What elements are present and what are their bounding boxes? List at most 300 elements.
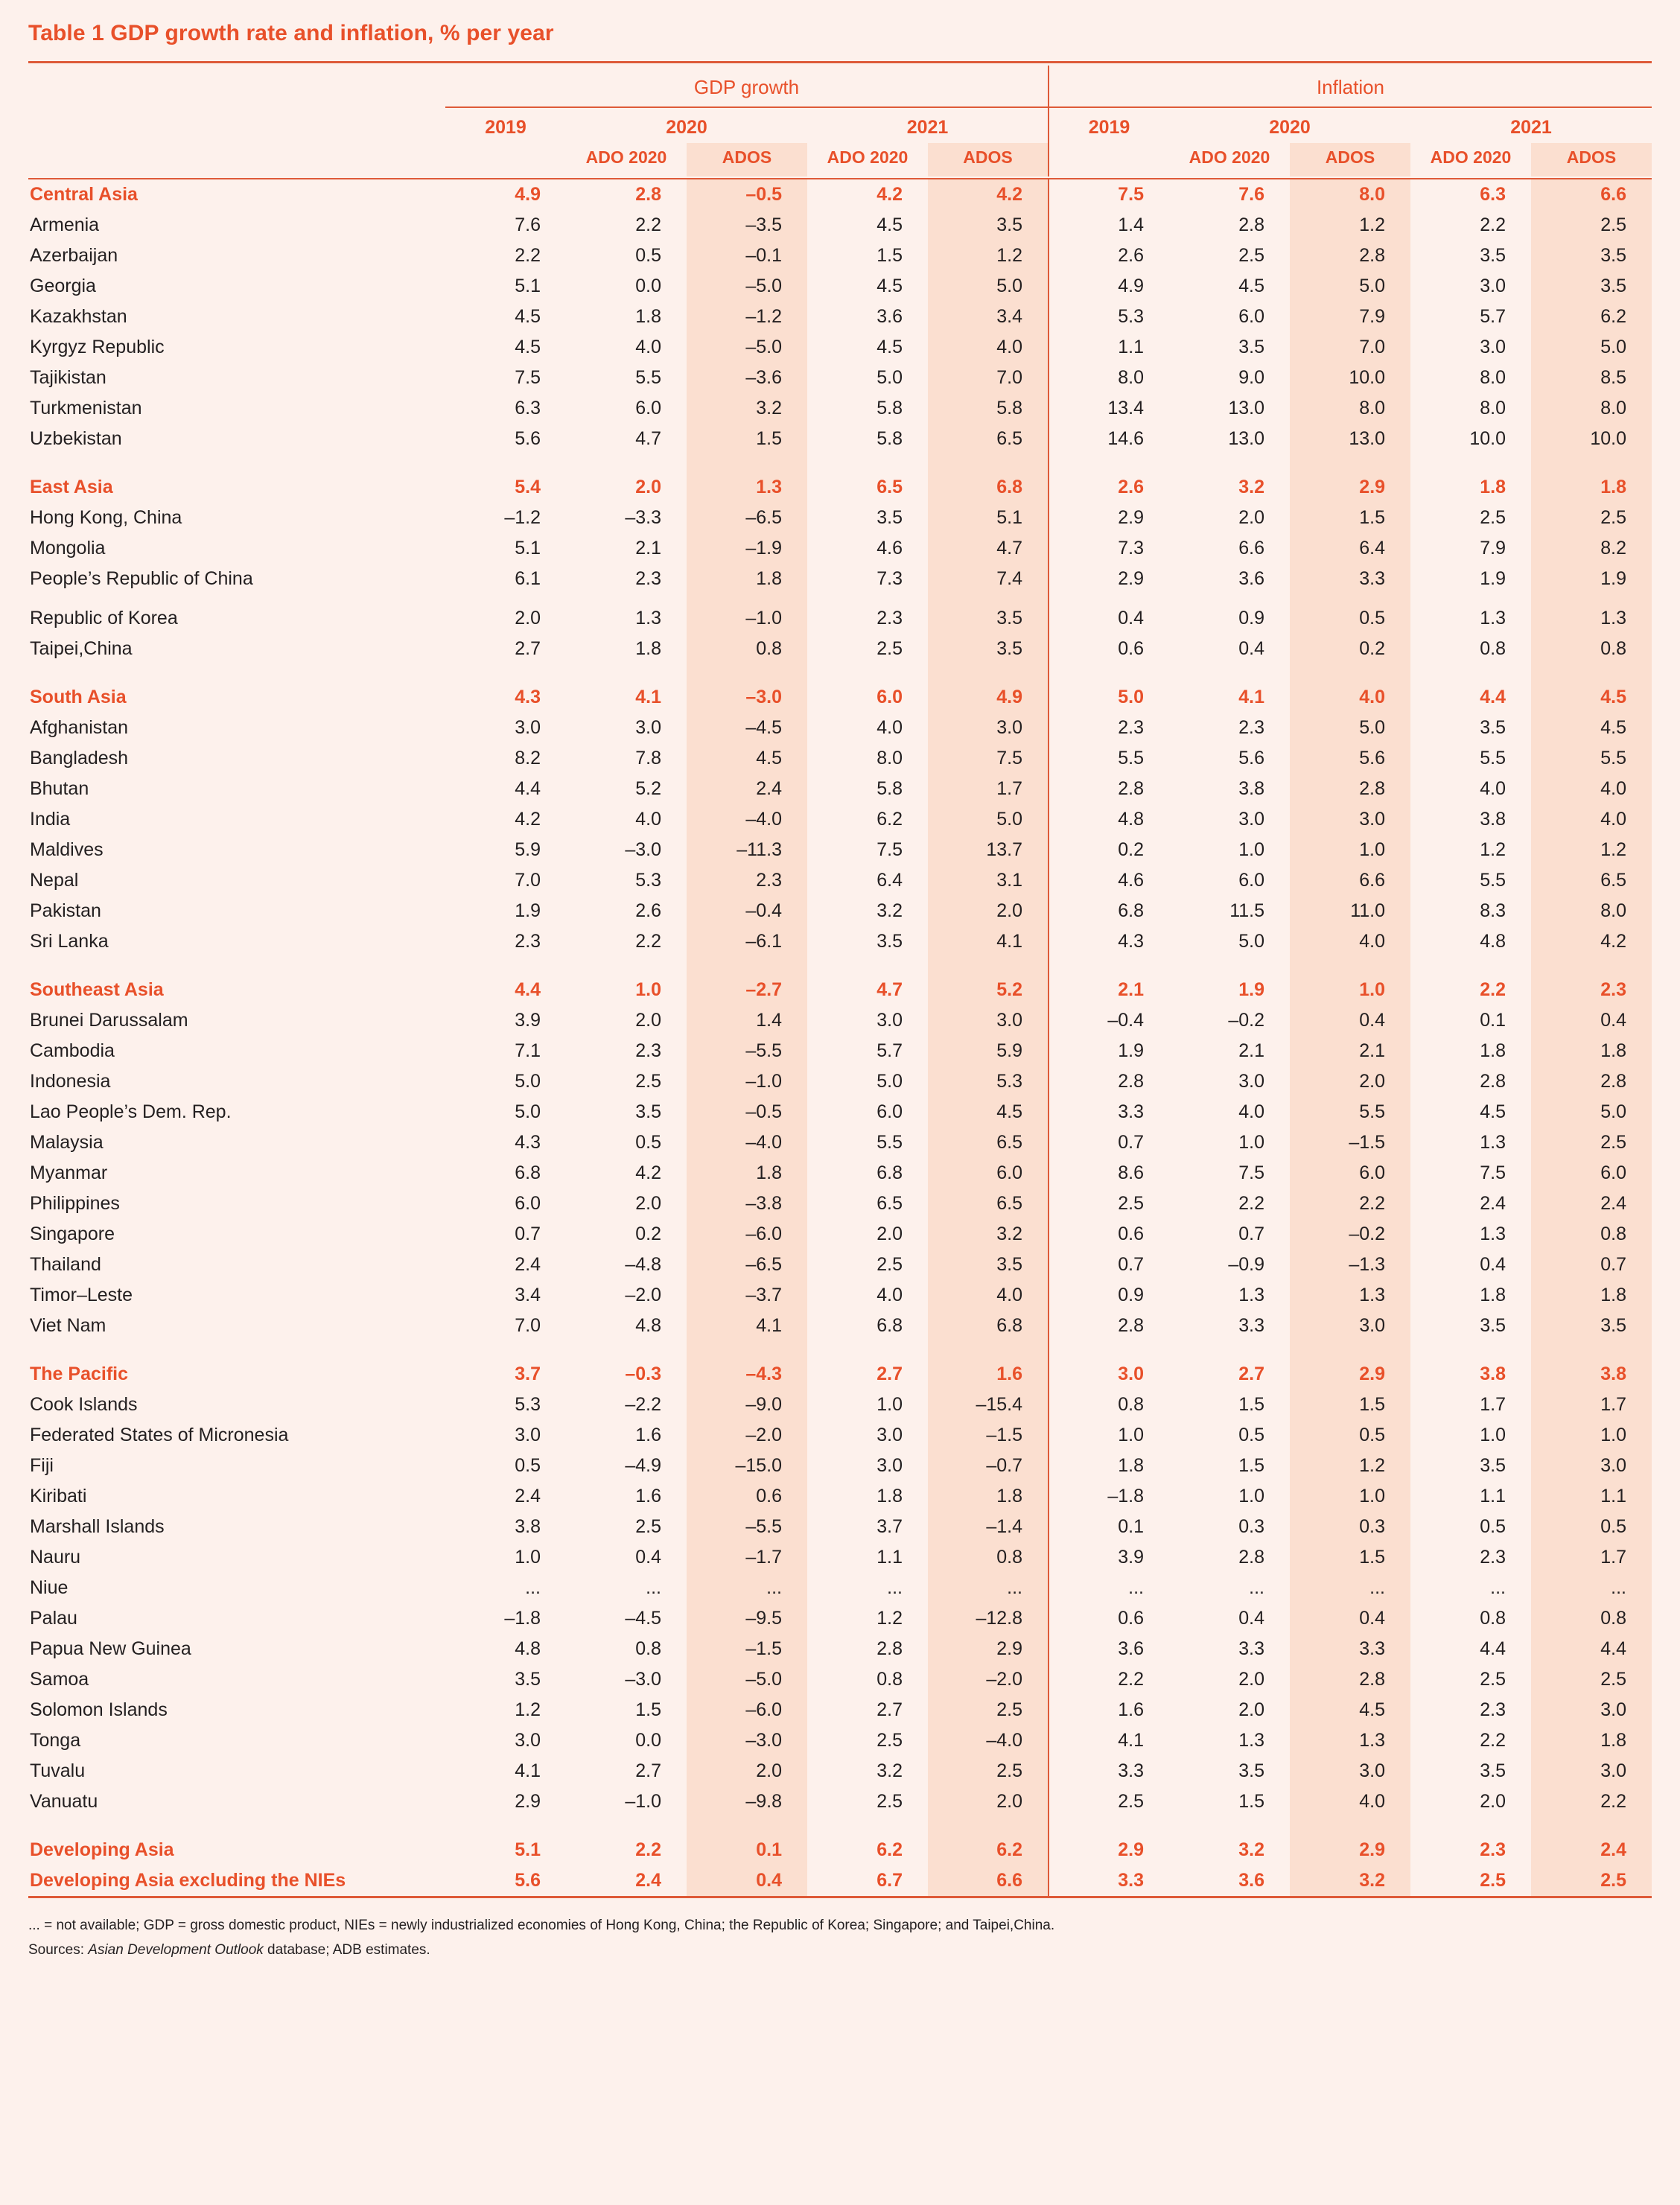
- data-cell: 1.8: [1480, 1040, 1506, 1061]
- data-cell: 3.5: [1480, 1760, 1506, 1781]
- table-row: [28, 865, 1652, 896]
- year-header-gdp-2020: 2020: [666, 116, 707, 138]
- data-cell: 4.3: [515, 686, 541, 707]
- economy-name: People’s Republic of China: [30, 567, 253, 589]
- data-cell: ...: [525, 1576, 541, 1598]
- data-cell: 2.4: [515, 1485, 541, 1506]
- data-cell: 13.4: [1049, 393, 1169, 424]
- data-cell: 3.1: [928, 865, 1049, 896]
- data-cell: 1.9: [1531, 564, 1652, 594]
- data-cell: 7.0: [515, 869, 541, 891]
- data-cell: 3.7: [515, 1363, 541, 1384]
- data-cell: 1.0: [876, 1393, 903, 1415]
- data-cell: 0.5: [635, 1131, 661, 1153]
- data-cell: 4.0: [928, 1280, 1049, 1311]
- data-cell: 4.5: [876, 336, 903, 357]
- data-cell: 3.4: [928, 302, 1049, 332]
- table-row: [28, 1219, 1652, 1250]
- data-cell: –1.3: [1290, 1250, 1410, 1280]
- table-row: [28, 210, 1652, 241]
- data-cell: 1.8: [1531, 1036, 1652, 1066]
- data-cell: 4.4: [1480, 1638, 1506, 1659]
- table-row: [28, 1725, 1652, 1756]
- economy-name: Tuvalu: [30, 1760, 86, 1781]
- data-cell: 5.3: [515, 1393, 541, 1415]
- economy-name: Tonga: [30, 1729, 81, 1751]
- data-cell: 5.6: [1290, 743, 1410, 774]
- data-cell: –3.6: [687, 363, 807, 393]
- data-cell: 2.2: [635, 214, 661, 235]
- data-cell: 0.1: [1480, 1009, 1506, 1031]
- data-cell: 1.5: [1238, 1393, 1264, 1415]
- data-cell: 5.0: [515, 1101, 541, 1122]
- data-cell: 4.9: [1049, 271, 1169, 302]
- data-cell: –0.5: [687, 179, 807, 210]
- table-row: [28, 1664, 1652, 1695]
- data-cell: 1.6: [928, 1359, 1049, 1390]
- data-cell: 1.0: [1290, 835, 1410, 865]
- data-cell: 1.0: [1290, 975, 1410, 1005]
- subhead-inf-2020-ado: ADO 2020: [1189, 147, 1270, 167]
- data-cell: 2.8: [635, 183, 661, 205]
- data-cell: 3.5: [928, 603, 1049, 634]
- data-cell: 5.4: [515, 476, 541, 497]
- economy-name: Samoa: [30, 1668, 89, 1690]
- data-cell: 5.2: [635, 777, 661, 799]
- data-cell: 1.3: [1290, 1725, 1410, 1756]
- data-cell: –15.0: [687, 1451, 807, 1481]
- data-cell: 2.0: [1480, 1790, 1506, 1812]
- data-cell: 4.3: [1049, 926, 1169, 957]
- data-cell: –11.3: [687, 835, 807, 865]
- table-row: [28, 835, 1652, 865]
- data-cell: –5.5: [687, 1512, 807, 1542]
- data-cell: 1.4: [687, 1005, 807, 1036]
- data-cell: 2.0: [635, 1009, 661, 1031]
- data-cell: 2.3: [1531, 975, 1652, 1005]
- data-cell: 3.5: [1531, 271, 1652, 302]
- data-cell: –1.7: [687, 1542, 807, 1573]
- data-cell: 3.0: [1480, 275, 1506, 296]
- data-cell: 1.2: [1290, 1451, 1410, 1481]
- table-row: [28, 743, 1652, 774]
- data-cell: 1.0: [1290, 1481, 1410, 1512]
- data-cell: 0.4: [1049, 603, 1169, 634]
- table-row: [28, 1634, 1652, 1664]
- data-cell: 7.8: [635, 747, 661, 769]
- data-cell: 2.7: [635, 1760, 661, 1781]
- table-row: [28, 774, 1652, 804]
- table-row: [28, 603, 1652, 634]
- data-cell: 1.8: [1531, 1725, 1652, 1756]
- table-row: [28, 1420, 1652, 1451]
- data-cell: 1.8: [1531, 1280, 1652, 1311]
- data-cell: 4.0: [1290, 682, 1410, 713]
- data-cell: 6.0: [1238, 869, 1264, 891]
- data-cell: 8.5: [1531, 363, 1652, 393]
- data-cell: 0.8: [876, 1668, 903, 1690]
- data-cell: 3.6: [1238, 1869, 1264, 1891]
- data-cell: 3.5: [928, 1250, 1049, 1280]
- data-cell: 0.4: [1290, 1603, 1410, 1634]
- data-cell: 0.9: [1238, 607, 1264, 629]
- data-cell: 6.6: [1238, 537, 1264, 559]
- data-cell: 5.6: [515, 427, 541, 449]
- data-cell: 1.2: [515, 1699, 541, 1720]
- data-cell: –1.8: [504, 1607, 541, 1629]
- data-cell: 4.2: [928, 179, 1049, 210]
- data-cell: 5.0: [876, 1070, 903, 1092]
- data-cell: 2.9: [1290, 472, 1410, 503]
- data-cell: 1.5: [1290, 503, 1410, 533]
- group-header-gdp: GDP growth: [445, 66, 1049, 107]
- data-cell: 4.8: [635, 1314, 661, 1336]
- subhead-inf-2021-ados: ADOS: [1531, 143, 1652, 176]
- data-cell: 2.2: [515, 244, 541, 266]
- data-cell: 5.0: [928, 271, 1049, 302]
- data-cell: 4.4: [1531, 1634, 1652, 1664]
- data-cell: –0.3: [625, 1363, 661, 1384]
- data-cell: 1.3: [1290, 1280, 1410, 1311]
- data-cell: 7.3: [1049, 533, 1169, 564]
- economy-name: Papua New Guinea: [30, 1638, 191, 1659]
- economy-name: The Pacific: [30, 1363, 128, 1384]
- data-cell: 4.2: [1531, 926, 1652, 957]
- data-cell: 7.5: [1049, 179, 1169, 210]
- data-cell: 2.9: [928, 1634, 1049, 1664]
- economy-name: Southeast Asia: [30, 979, 164, 1000]
- economy-name: Myanmar: [30, 1162, 108, 1183]
- data-cell: 2.7: [876, 1699, 903, 1720]
- data-cell: –6.0: [687, 1219, 807, 1250]
- data-cell: 1.5: [876, 244, 903, 266]
- data-cell: 4.2: [635, 1162, 661, 1183]
- data-cell: 3.9: [515, 1009, 541, 1031]
- data-cell: 4.8: [515, 1638, 541, 1659]
- data-cell: 2.1: [635, 537, 661, 559]
- data-cell: 3.5: [1480, 1314, 1506, 1336]
- data-cell: 3.2: [687, 393, 807, 424]
- data-cell: 2.0: [928, 1786, 1049, 1817]
- data-cell: 3.2: [1290, 1865, 1410, 1897]
- data-cell: 2.0: [1290, 1066, 1410, 1097]
- economy-name: Uzbekistan: [30, 427, 122, 449]
- data-cell: 6.2: [1531, 302, 1652, 332]
- data-cell: ...: [1249, 1576, 1264, 1598]
- data-cell: 0.2: [635, 1223, 661, 1244]
- data-cell: 5.5: [1290, 1097, 1410, 1127]
- data-cell: 3.8: [1480, 1363, 1506, 1384]
- data-cell: 1.7: [928, 774, 1049, 804]
- data-cell: 0.1: [1049, 1512, 1169, 1542]
- data-cell: 0.7: [515, 1223, 541, 1244]
- data-cell: 0.6: [687, 1481, 807, 1512]
- data-cell: 3.0: [1531, 1695, 1652, 1725]
- data-cell: 2.5: [876, 637, 903, 659]
- data-cell: –1.2: [687, 302, 807, 332]
- data-cell: 1.9: [515, 900, 541, 921]
- region-row: [28, 472, 1652, 503]
- data-cell: 2.4: [1480, 1192, 1506, 1214]
- data-cell: 6.2: [876, 808, 903, 830]
- table-row: [28, 896, 1652, 926]
- data-cell: 4.0: [1290, 926, 1410, 957]
- data-cell: 4.2: [876, 183, 903, 205]
- data-cell: 3.0: [1531, 1756, 1652, 1786]
- data-cell: 3.0: [1049, 1359, 1169, 1390]
- data-cell: 8.0: [1290, 393, 1410, 424]
- economy-name: Brunei Darussalam: [30, 1009, 188, 1031]
- data-cell: 5.8: [876, 777, 903, 799]
- data-cell: 6.2: [876, 1839, 903, 1860]
- data-cell: –0.5: [687, 1097, 807, 1127]
- economy-name: Marshall Islands: [30, 1515, 165, 1537]
- data-cell: 7.6: [1238, 183, 1264, 205]
- economy-name: Nepal: [30, 869, 79, 891]
- data-cell: 5.5: [876, 1131, 903, 1153]
- group-header-row: [28, 66, 1652, 107]
- data-cell: 2.8: [1049, 1066, 1169, 1097]
- footnote-sources: [28, 1938, 1652, 1962]
- data-cell: 3.8: [1531, 1359, 1652, 1390]
- table-row: [28, 1695, 1652, 1725]
- page-title: [0, 0, 1680, 61]
- data-cell: 1.5: [687, 424, 807, 454]
- data-cell: 1.2: [928, 241, 1049, 271]
- data-cell: 4.0: [928, 332, 1049, 363]
- table-row: [28, 533, 1652, 564]
- data-cell: 3.0: [1290, 1756, 1410, 1786]
- row-spacer: [28, 957, 1652, 975]
- table-row: [28, 1603, 1652, 1634]
- data-cell: –12.8: [928, 1603, 1049, 1634]
- data-cell: 1.7: [1480, 1393, 1506, 1415]
- table-row: [28, 424, 1652, 454]
- data-cell: 2.5: [1480, 506, 1506, 528]
- economy-name: Hong Kong, China: [30, 506, 182, 528]
- data-cell: 4.0: [1238, 1101, 1264, 1122]
- data-cell: 3.0: [1238, 808, 1264, 830]
- data-cell: –0.4: [687, 896, 807, 926]
- table-row: [28, 1786, 1652, 1817]
- data-cell: 2.0: [635, 476, 661, 497]
- data-cell: 2.8: [1238, 214, 1264, 235]
- data-cell: ...: [1531, 1573, 1652, 1603]
- economy-name: Philippines: [30, 1192, 120, 1214]
- data-cell: 2.8: [1480, 1070, 1506, 1092]
- data-cell: 1.8: [635, 305, 661, 327]
- data-cell: –6.1: [687, 926, 807, 957]
- data-cell: 2.0: [1238, 506, 1264, 528]
- data-cell: 3.2: [928, 1219, 1049, 1250]
- data-cell: 4.5: [1531, 682, 1652, 713]
- table-row: [28, 393, 1652, 424]
- data-cell: 2.8: [1290, 774, 1410, 804]
- data-cell: 2.2: [635, 1839, 661, 1860]
- data-cell: 2.7: [876, 1363, 903, 1384]
- data-cell: 7.5: [1238, 1162, 1264, 1183]
- data-cell: –1.5: [1290, 1127, 1410, 1158]
- data-cell: 7.6: [515, 214, 541, 235]
- economy-name: Taipei,China: [30, 637, 133, 659]
- year-header-inf-2020: 2020: [1269, 116, 1311, 138]
- data-cell: 7.0: [515, 1314, 541, 1336]
- data-cell: 3.0: [1531, 1451, 1652, 1481]
- data-cell: 4.0: [1480, 777, 1506, 799]
- data-cell: 2.4: [1531, 1835, 1652, 1865]
- table-row: [28, 1390, 1652, 1420]
- region-row: [28, 975, 1652, 1005]
- data-cell: 6.0: [1290, 1158, 1410, 1189]
- data-cell: 0.5: [1290, 1420, 1410, 1451]
- data-cell: 1.0: [635, 979, 661, 1000]
- economy-name: Developing Asia excluding the NIEs: [30, 1869, 346, 1891]
- data-cell: 1.0: [1238, 1131, 1264, 1153]
- economy-name: Maldives: [30, 839, 104, 860]
- data-cell: 2.9: [1049, 1835, 1169, 1865]
- data-cell: 2.5: [1480, 1668, 1506, 1690]
- data-cell: 3.3: [1049, 1865, 1169, 1897]
- economy-name: Pakistan: [30, 900, 101, 921]
- data-cell: 6.8: [1049, 896, 1169, 926]
- data-cell: –0.1: [687, 241, 807, 271]
- data-cell: 1.8: [687, 1158, 807, 1189]
- table-row: [28, 1512, 1652, 1542]
- sources-label: Sources:: [28, 1942, 84, 1959]
- data-cell: 3.5: [1480, 716, 1506, 738]
- aggregate-row: [28, 1835, 1652, 1865]
- table-header: [28, 63, 1652, 179]
- data-cell: 2.9: [515, 1790, 541, 1812]
- data-cell: 4.7: [876, 979, 903, 1000]
- data-cell: 6.8: [876, 1162, 903, 1183]
- data-cell: 5.6: [1238, 747, 1264, 769]
- data-cell: 2.9: [1049, 564, 1169, 594]
- data-cell: 4.1: [1049, 1725, 1169, 1756]
- data-cell: 0.3: [1290, 1512, 1410, 1542]
- data-cell: 3.0: [876, 1009, 903, 1031]
- economy-name: Developing Asia: [30, 1839, 174, 1860]
- data-cell: 4.1: [515, 1760, 541, 1781]
- data-cell: –1.4: [928, 1512, 1049, 1542]
- data-cell: 6.6: [928, 1865, 1049, 1897]
- data-cell: 3.0: [635, 716, 661, 738]
- data-cell: 6.0: [515, 1192, 541, 1214]
- data-cell: 3.5: [876, 930, 903, 952]
- economy-name: Kiribati: [30, 1485, 87, 1506]
- data-cell: –4.0: [928, 1725, 1049, 1756]
- data-cell: 5.5: [635, 366, 661, 388]
- data-cell: –4.5: [625, 1607, 661, 1629]
- data-cell: –15.4: [928, 1390, 1049, 1420]
- data-cell: 3.0: [876, 1424, 903, 1445]
- data-cell: 2.5: [1531, 1865, 1652, 1897]
- data-cell: 5.5: [1480, 869, 1506, 891]
- data-cell: –4.0: [687, 1127, 807, 1158]
- data-cell: 1.1: [876, 1546, 903, 1568]
- row-spacer: [28, 1817, 1652, 1835]
- data-cell: 2.6: [635, 900, 661, 921]
- data-cell: –6.0: [687, 1695, 807, 1725]
- data-cell: 2.8: [1290, 1664, 1410, 1695]
- data-cell: 7.5: [1480, 1162, 1506, 1183]
- data-cell: 3.5: [876, 506, 903, 528]
- data-cell: –5.0: [687, 332, 807, 363]
- data-cell: 7.1: [515, 1040, 541, 1061]
- data-cell: 2.5: [1480, 1869, 1506, 1891]
- data-cell: 2.4: [1531, 1189, 1652, 1219]
- table-row: [28, 1005, 1652, 1036]
- data-cell: 2.5: [635, 1070, 661, 1092]
- data-cell: 3.0: [1480, 336, 1506, 357]
- data-cell: –4.8: [625, 1253, 661, 1275]
- data-cell: 2.5: [1531, 210, 1652, 241]
- data-cell: 1.5: [635, 1699, 661, 1720]
- data-cell: 7.9: [1480, 537, 1506, 559]
- data-cell: 6.4: [876, 869, 903, 891]
- data-cell: –3.0: [625, 839, 661, 860]
- data-cell: 2.5: [635, 1515, 661, 1537]
- data-cell: 4.5: [515, 336, 541, 357]
- data-cell: 4.5: [515, 305, 541, 327]
- data-cell: 0.1: [687, 1835, 807, 1865]
- data-cell: 0.6: [1049, 1603, 1169, 1634]
- data-cell: 3.0: [515, 716, 541, 738]
- data-cell: 1.6: [635, 1485, 661, 1506]
- data-cell: 4.5: [1531, 713, 1652, 743]
- economy-name: Georgia: [30, 275, 96, 296]
- economy-name: Sri Lanka: [30, 930, 109, 952]
- table-row: [28, 271, 1652, 302]
- data-cell: 6.0: [876, 1101, 903, 1122]
- data-cell: 0.2: [1049, 835, 1169, 865]
- data-cell: 1.6: [635, 1424, 661, 1445]
- data-cell: 0.8: [687, 634, 807, 664]
- data-cell: 0.6: [1049, 1219, 1169, 1250]
- data-cell: 4.1: [928, 926, 1049, 957]
- subhead-gdp-2020-ados: ADOS: [687, 143, 807, 176]
- year-header-row: [28, 107, 1652, 143]
- data-cell: 5.0: [876, 366, 903, 388]
- data-cell: 14.6: [1049, 424, 1169, 454]
- data-cell: 1.8: [1480, 476, 1506, 497]
- data-cell: 5.7: [1480, 305, 1506, 327]
- data-cell: 6.8: [928, 1311, 1049, 1341]
- data-cell: –3.3: [625, 506, 661, 528]
- data-cell: 2.2: [1480, 214, 1506, 235]
- data-cell: ...: [1049, 1573, 1169, 1603]
- subhead-inf-2019: [1049, 143, 1169, 176]
- economy-name: Lao People’s Dem. Rep.: [30, 1101, 232, 1122]
- data-cell: 0.8: [1480, 637, 1506, 659]
- data-cell: 0.8: [1480, 1607, 1506, 1629]
- region-row: [28, 682, 1652, 713]
- data-cell: 3.6: [1049, 1634, 1169, 1664]
- data-cell: 3.8: [1238, 777, 1264, 799]
- data-cell: 0.0: [635, 1729, 661, 1751]
- data-cell: 6.0: [876, 686, 903, 707]
- data-cell: 2.3: [515, 930, 541, 952]
- data-cell: 3.8: [515, 1515, 541, 1537]
- data-cell: 1.2: [876, 1607, 903, 1629]
- data-cell: 10.0: [1469, 427, 1506, 449]
- data-cell: 2.7: [515, 637, 541, 659]
- economy-name: Malaysia: [30, 1131, 104, 1153]
- table-row: [28, 1481, 1652, 1512]
- table-body: [28, 179, 1652, 1897]
- data-cell: 2.5: [876, 1790, 903, 1812]
- economy-name: Solomon Islands: [30, 1699, 168, 1720]
